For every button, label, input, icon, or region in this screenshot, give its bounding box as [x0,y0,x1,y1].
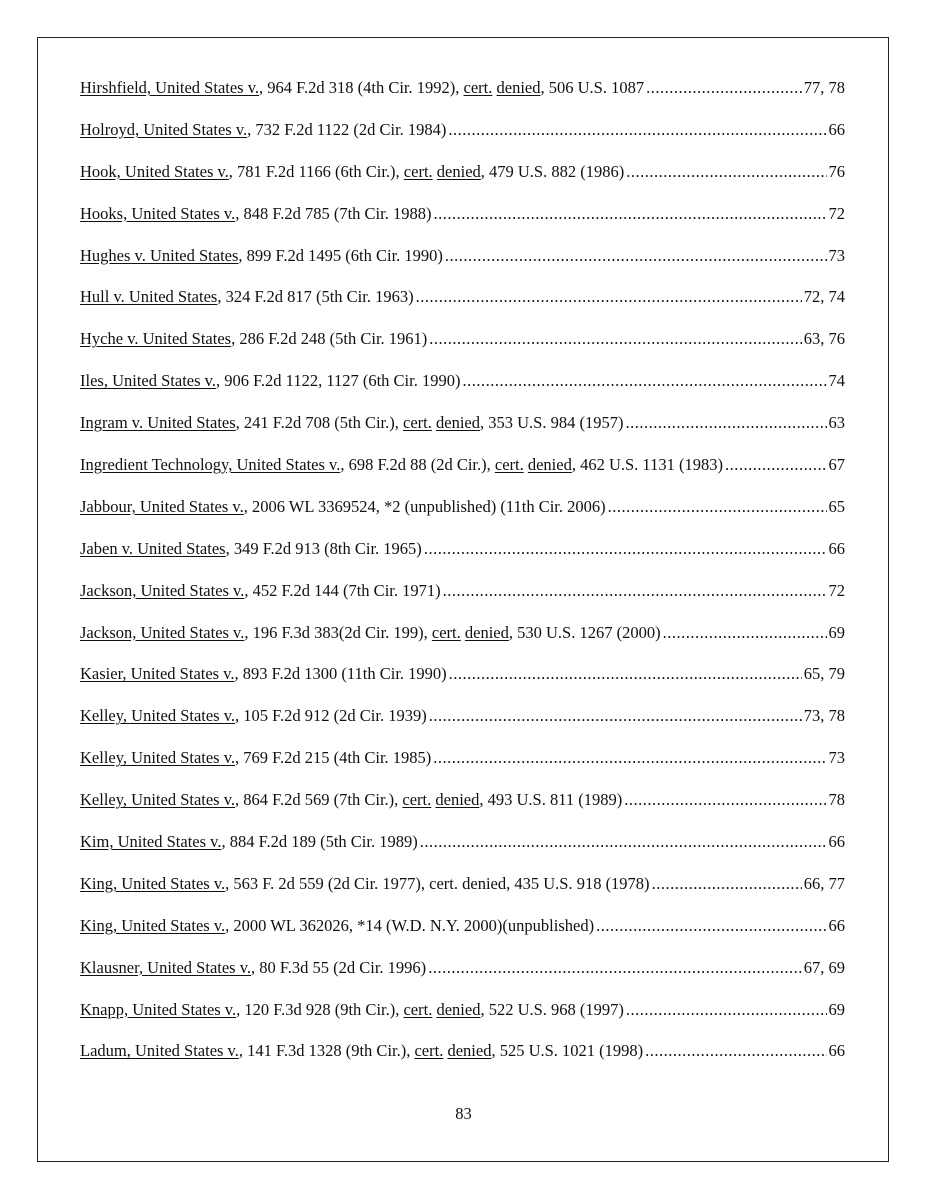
denied-signal: denied [527,455,572,475]
denied-signal: denied [464,622,509,642]
authority-entry [80,413,845,455]
citation: , 120 F.3d 928 (9th Cir.), [236,999,404,1019]
denied-signal: denied [436,161,481,181]
citation: , 80 F.3d 55 (2d Cir. 1996) [251,957,427,977]
citation: , 105 F.2d 912 (2d Cir. 1939) [235,706,427,726]
denied-signal: denied [496,78,541,97]
citation: , 349 F.2d 913 (8th Cir. 1965) [225,538,422,558]
dot-leader [646,78,802,98]
page-references: 78 [828,790,845,810]
citation: , 324 F.2d 817 (5th Cir. 1963) [217,287,414,307]
dot-leader [663,623,827,643]
dot-leader [429,329,801,349]
page-references: 65 [828,496,845,516]
dot-leader [429,706,802,726]
dot-leader [645,1041,826,1061]
authority-entry [80,204,845,246]
citation-text [80,78,644,98]
cert-signal: cert. [402,790,432,810]
denied-signal: denied [447,1041,492,1061]
authority-entry [80,623,845,665]
citation-text [80,916,594,936]
page-references: 66 [828,915,845,935]
citation-text [80,371,460,391]
citation: , 563 F. 2d 559 (2d Cir. 1977), cert. denied, 435 U.S. 918 (1978) [225,873,650,893]
dot-leader [449,664,802,684]
citation-text [80,958,426,978]
dot-leader [433,204,826,224]
citation-text [80,664,447,684]
page-references: 76 [828,161,845,181]
page-references: 73, 78 [803,706,845,726]
authority-entry [80,916,845,958]
citation-text [80,832,418,852]
page-references: 69 [828,999,845,1019]
page-references: 72 [828,203,845,223]
authority-entry [80,539,845,581]
case-name: Iles, United States v. [80,371,216,391]
authority-entry [80,1000,845,1042]
citation: , 196 F.3d 383(2d Cir. 199), [244,622,432,642]
page-number: 83 [455,1104,472,1123]
dot-leader [443,581,827,601]
citation-rest: , 525 U.S. 1021 (1998) [491,1041,644,1061]
citation: , 884 F.2d 189 (5th Cir. 1989) [221,832,418,852]
authority-entry [80,371,845,413]
citation-rest: , 353 U.S. 984 (1957) [479,413,624,433]
authority-entry [80,246,845,288]
case-name: King, United States v. [80,873,226,893]
citation-text [80,497,606,517]
dot-leader [428,958,802,978]
authority-entry [80,78,845,120]
page-references: 66 [828,119,845,139]
citation-text [80,162,624,182]
case-name: Jabbour, United States v. [80,496,244,516]
citation: , 864 F.2d 569 (7th Cir.), [235,790,403,810]
dot-leader [462,371,826,391]
authority-entry [80,455,845,497]
authority-entry [80,497,845,539]
case-name: King, United States v. [80,915,226,935]
dot-leader [424,539,827,559]
citation: , 893 F.2d 1300 (11th Cir. 1990) [234,664,447,684]
dot-leader [624,790,826,810]
citation-text [80,539,422,559]
page-references: 73 [828,748,845,768]
denied-signal: denied [435,790,480,810]
citation: , 2006 WL 3369524, *2 (unpublished) (11th Cir. 2006) [243,496,606,516]
dot-leader [420,832,827,852]
case-name: Hirshfield, United States v. [80,78,260,97]
citation-text [80,1000,624,1020]
page-references: 72, 74 [803,287,845,307]
denied-signal: denied [436,999,481,1019]
authority-entry [80,958,845,1000]
citation-text [80,246,443,266]
authority-entry [80,790,845,832]
citation: , 286 F.2d 248 (5th Cir. 1961) [231,329,428,349]
citation: , 141 F.3d 1328 (9th Cir.), [238,1041,415,1061]
authority-entry [80,748,845,790]
dot-leader [448,120,826,140]
case-name: Hull v. United States [80,287,218,307]
page-references: 74 [828,371,845,391]
citation: , 906 F.2d 1122, 1127 (6th Cir. 1990) [215,371,461,391]
page-references: 67, 69 [803,957,845,977]
dot-leader [725,455,827,475]
dot-leader [433,748,826,768]
authority-entry [80,874,845,916]
dot-leader [625,413,826,433]
citation: , 2000 WL 362026, *14 (W.D. N.Y. 2000)(unpublished) [225,915,595,935]
dot-leader [596,916,826,936]
case-name: Klausner, United States v. [80,957,252,977]
page-references: 77, 78 [803,78,845,97]
citation-text [80,287,414,307]
dot-leader [626,162,826,182]
citation-text [80,204,431,224]
dot-leader [626,1000,827,1020]
citation-text [80,1041,643,1061]
case-name: Ladum, United States v. [80,1041,239,1061]
dot-leader [445,246,827,266]
cert-signal: cert. [403,413,432,433]
citation-text [80,623,661,643]
citation-rest: , 493 U.S. 811 (1989) [479,790,623,810]
dot-leader [416,287,802,307]
case-name: Jaben v. United States [80,538,226,558]
citation-text [80,329,427,349]
case-name: Kelley, United States v. [80,748,236,768]
cert-signal: cert. [463,78,493,97]
cert-signal: cert. [431,622,461,642]
citation-text [80,455,723,475]
authority-entry [80,581,845,623]
citation-rest: , 506 U.S. 1087 [540,78,645,97]
citation: , 848 F.2d 785 (7th Cir. 1988) [235,203,432,223]
page-references: 63 [828,413,845,433]
page-references: 67 [828,455,845,475]
page-references: 66 [828,1041,845,1061]
case-name: Hooks, United States v. [80,203,236,223]
authority-entry [80,162,845,204]
case-name: Ingredient Technology, United States v. [80,455,341,475]
case-name: Kelley, United States v. [80,706,236,726]
citation: , 769 F.2d 215 (4th Cir. 1985) [235,748,432,768]
citation-rest: , 522 U.S. 968 (1997) [480,999,624,1019]
table-of-authorities [80,78,845,1083]
case-name: Jackson, United States v. [80,580,245,600]
citation-text [80,120,446,140]
citation: , 698 F.2d 88 (2d Cir.), [340,455,495,475]
citation-text [80,790,622,810]
case-name: Kelley, United States v. [80,790,236,810]
cert-signal: cert. [414,1041,444,1061]
citation: , 732 F.2d 1122 (2d Cir. 1984) [247,119,447,139]
case-name: Jackson, United States v. [80,622,245,642]
citation-rest: , 462 U.S. 1131 (1983) [571,455,723,475]
case-name: Hughes v. United States [80,245,239,265]
citation: , 899 F.2d 1495 (6th Cir. 1990) [238,245,443,265]
page-references: 63, 76 [803,329,845,349]
citation: , 241 F.2d 708 (5th Cir.), [235,413,404,433]
dot-leader [608,497,827,517]
citation-rest: , 479 U.S. 882 (1986) [480,161,625,181]
authority-entry [80,120,845,162]
authority-entry [80,287,845,329]
page-references: 65, 79 [803,664,845,684]
case-name: Kim, United States v. [80,832,222,852]
citation-text [80,413,623,433]
case-name: Kasier, United States v. [80,664,235,684]
dot-leader [652,874,802,894]
citation: , 452 F.2d 144 (7th Cir. 1971) [244,580,441,600]
case-name: Ingram v. United States [80,413,236,433]
citation-text [80,581,441,601]
authority-entry [80,706,845,748]
page-references: 66 [828,538,845,558]
page-references: 69 [828,622,845,642]
citation: , 781 F.2d 1166 (6th Cir.), [228,161,404,181]
citation-rest: , 530 U.S. 1267 (2000) [508,622,661,642]
cert-signal: cert. [494,455,524,475]
case-name: Knapp, United States v. [80,999,237,1019]
citation-text [80,874,650,894]
page-references: 72 [828,580,845,600]
case-name: Hook, United States v. [80,161,229,181]
citation-text [80,748,431,768]
case-name: Holroyd, United States v. [80,119,248,139]
page-references: 66 [828,832,845,852]
denied-signal: denied [436,413,480,433]
citation-text [80,706,427,726]
authority-entry [80,1041,845,1083]
citation: , 964 F.2d 318 (4th Cir. 1992), [259,78,464,97]
authority-entry [80,664,845,706]
authority-entry [80,329,845,371]
cert-signal: cert. [403,999,433,1019]
page-references: 66, 77 [803,873,845,893]
page-references: 73 [828,245,845,265]
authority-entry [80,832,845,874]
cert-signal: cert. [403,161,433,181]
case-name: Hyche v. United States [80,329,232,349]
